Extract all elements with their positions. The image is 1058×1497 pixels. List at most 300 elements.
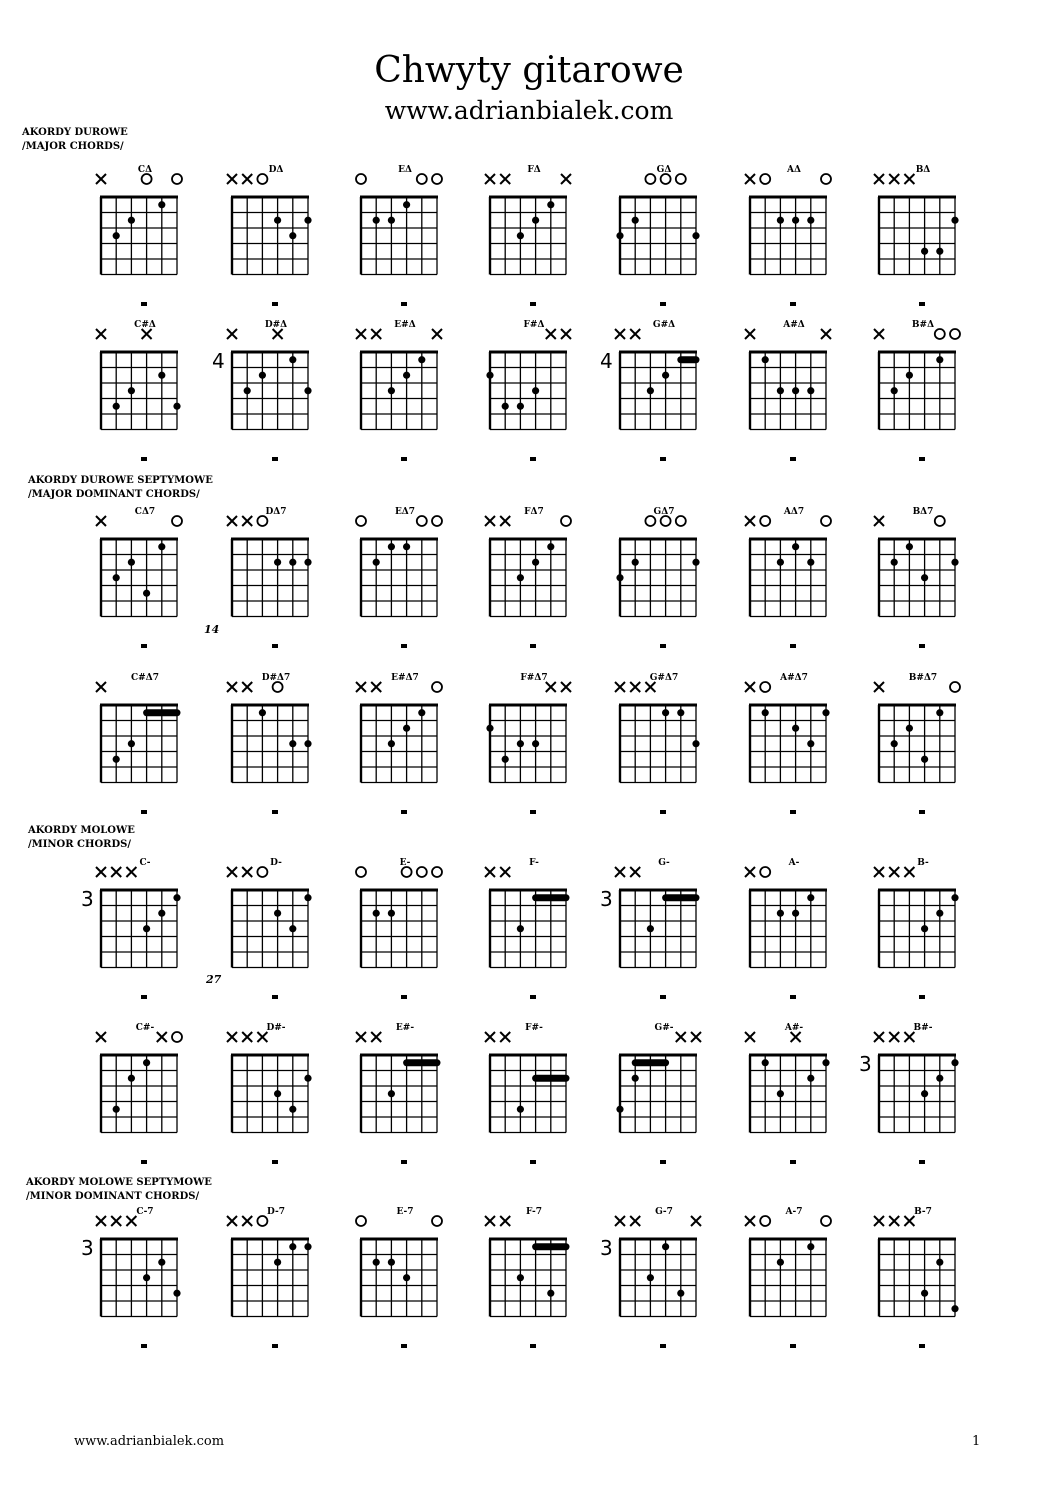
- diagram-dash: [272, 810, 278, 814]
- chord-name: A#Δ7: [780, 673, 808, 683]
- chord-diagram: [745, 320, 831, 461]
- chord-name: A#Δ: [783, 320, 805, 330]
- section-title: AKORDY DUROWE SEPTYMOWE: [28, 475, 213, 486]
- open-string-icon: [257, 867, 267, 877]
- section-subtitle: /MINOR DOMINANT CHORDS/: [26, 1191, 200, 1202]
- muted-string-icon: [874, 867, 884, 877]
- section-title: AKORDY MOLOWE: [28, 825, 135, 836]
- finger-dot: [304, 1243, 311, 1250]
- diagram-dash: [790, 810, 796, 814]
- finger-dot: [951, 1305, 958, 1312]
- chord-diagram: [356, 507, 442, 648]
- finger-dot: [289, 1106, 296, 1113]
- chord-diagram: [227, 165, 312, 306]
- finger-dot: [158, 910, 165, 917]
- finger-dot: [113, 232, 120, 239]
- chord-diagram: [600, 320, 697, 461]
- diagram-dash: [790, 1160, 796, 1164]
- chord-diagram: [874, 1207, 959, 1348]
- diagram-dash: [919, 995, 925, 999]
- open-string-icon: [935, 516, 945, 526]
- open-string-icon: [356, 867, 366, 877]
- page-title: Chwyty gitarowe: [374, 50, 684, 91]
- muted-string-icon: [745, 1216, 755, 1226]
- finger-dot: [128, 559, 135, 566]
- muted-string-icon: [645, 682, 655, 692]
- finger-dot: [616, 232, 623, 239]
- chord-name: E-: [399, 858, 411, 868]
- muted-string-icon: [227, 867, 237, 877]
- finger-dot: [304, 559, 311, 566]
- muted-string-icon: [257, 1032, 267, 1042]
- chord-diagram: [485, 165, 571, 306]
- chord-diagram: [745, 858, 827, 999]
- finger-dot: [517, 925, 524, 932]
- open-string-icon: [356, 1216, 366, 1226]
- diagram-dash: [790, 457, 796, 461]
- finger-dot: [128, 217, 135, 224]
- finger-dot: [662, 709, 669, 716]
- finger-dot: [128, 387, 135, 394]
- muted-string-icon: [745, 329, 755, 339]
- chord-name: B#Δ: [911, 320, 935, 330]
- chord-diagram: [874, 858, 959, 999]
- open-string-icon: [432, 174, 442, 184]
- chord-name: C-: [139, 858, 151, 868]
- finger-dot: [792, 217, 799, 224]
- page-number: 1: [972, 1434, 981, 1449]
- open-string-icon: [432, 867, 442, 877]
- muted-string-icon: [691, 1032, 701, 1042]
- chord-name: E#-: [395, 1023, 415, 1033]
- finger-dot: [128, 1075, 135, 1082]
- chord-diagram: [600, 858, 697, 999]
- chord-diagram: [874, 165, 959, 306]
- fret-position-number: 4: [212, 349, 225, 373]
- finger-dot: [792, 543, 799, 550]
- muted-string-icon: [126, 867, 136, 877]
- fret-position-number: 3: [81, 1236, 94, 1260]
- chord-name: B#Δ7: [908, 673, 938, 683]
- finger-dot: [616, 1106, 623, 1113]
- muted-string-icon: [874, 682, 884, 692]
- diagram-dash: [401, 457, 407, 461]
- finger-dot: [807, 387, 814, 394]
- muted-string-icon: [96, 516, 106, 526]
- finger-dot: [532, 387, 539, 394]
- muted-string-icon: [676, 1032, 686, 1042]
- finger-dot: [921, 1090, 928, 1097]
- finger-dot: [388, 1259, 395, 1266]
- chord-name: BΔ7: [912, 507, 934, 517]
- finger-dot: [173, 1290, 180, 1297]
- open-string-icon: [661, 516, 671, 526]
- diagram-dash: [790, 995, 796, 999]
- diagram-dash: [141, 1160, 147, 1164]
- finger-dot: [777, 559, 784, 566]
- muted-string-icon: [874, 329, 884, 339]
- open-string-icon: [273, 682, 283, 692]
- open-string-icon: [645, 174, 655, 184]
- muted-string-icon: [242, 516, 252, 526]
- muted-string-icon: [227, 682, 237, 692]
- finger-dot: [921, 756, 928, 763]
- finger-dot: [807, 559, 814, 566]
- diagram-dash: [272, 644, 278, 648]
- chord-name: BΔ: [915, 165, 931, 175]
- finger-dot: [388, 1090, 395, 1097]
- chord-name: FΔ7: [524, 507, 544, 517]
- muted-string-icon: [561, 329, 571, 339]
- finger-dot: [259, 709, 266, 716]
- finger-dot: [906, 725, 913, 732]
- finger-dot: [807, 1075, 814, 1082]
- diagram-dash: [790, 644, 796, 648]
- finger-dot: [662, 372, 669, 379]
- finger-dot: [891, 387, 898, 394]
- muted-string-icon: [745, 867, 755, 877]
- muted-string-icon: [432, 329, 442, 339]
- muted-string-icon: [630, 329, 640, 339]
- diagram-dash: [919, 1160, 925, 1164]
- finger-dot: [289, 232, 296, 239]
- diagram-dash: [660, 810, 666, 814]
- finger-dot: [777, 387, 784, 394]
- muted-string-icon: [371, 682, 381, 692]
- finger-dot: [647, 925, 654, 932]
- finger-dot: [289, 1243, 296, 1250]
- muted-string-icon: [889, 1216, 899, 1226]
- chord-diagram: [616, 507, 699, 648]
- finger-dot: [662, 1243, 669, 1250]
- finger-dot: [113, 756, 120, 763]
- chord-name: B-7: [914, 1207, 932, 1217]
- diagram-dash: [660, 1160, 666, 1164]
- muted-string-icon: [546, 682, 556, 692]
- finger-dot: [807, 1243, 814, 1250]
- open-string-icon: [760, 516, 770, 526]
- chord-name: B#-: [913, 1023, 933, 1033]
- finger-dot: [517, 403, 524, 410]
- section-subtitle: /MAJOR CHORDS/: [22, 141, 124, 152]
- diagram-dash: [919, 810, 925, 814]
- muted-string-icon: [126, 1216, 136, 1226]
- finger-dot: [692, 559, 699, 566]
- muted-string-icon: [745, 1032, 755, 1042]
- chord-name: F-7: [526, 1207, 542, 1217]
- finger-dot: [289, 356, 296, 363]
- chord-diagram: [96, 507, 182, 648]
- chord-diagram: [227, 858, 312, 999]
- open-string-icon: [821, 1216, 831, 1226]
- finger-dot: [547, 1290, 554, 1297]
- chord-name: E#Δ7: [391, 673, 419, 683]
- muted-string-icon: [96, 682, 106, 692]
- muted-string-icon: [874, 174, 884, 184]
- muted-string-icon: [615, 682, 625, 692]
- diagram-dash: [530, 457, 536, 461]
- finger-dot: [936, 248, 943, 255]
- muted-string-icon: [242, 1032, 252, 1042]
- finger-dot: [807, 894, 814, 901]
- chord-name: FΔ: [527, 165, 541, 175]
- finger-dot: [891, 740, 898, 747]
- muted-string-icon: [745, 174, 755, 184]
- finger-dot: [388, 387, 395, 394]
- finger-dot: [891, 559, 898, 566]
- finger-dot: [936, 910, 943, 917]
- finger-dot: [403, 372, 410, 379]
- open-string-icon: [432, 682, 442, 692]
- finger-dot: [532, 217, 539, 224]
- finger-dot: [143, 590, 150, 597]
- chord-name: A-7: [785, 1207, 803, 1217]
- diagram-dash: [660, 302, 666, 306]
- chord-diagram: [96, 1023, 182, 1164]
- muted-string-icon: [96, 1216, 106, 1226]
- finger-dot: [517, 740, 524, 747]
- diagram-dash: [530, 302, 536, 306]
- chord-diagram: [485, 858, 567, 999]
- finger-dot: [274, 559, 281, 566]
- finger-dot: [616, 574, 623, 581]
- muted-string-icon: [111, 867, 121, 877]
- chord-diagram: [745, 673, 830, 814]
- finger-dot: [143, 1274, 150, 1281]
- muted-string-icon: [371, 329, 381, 339]
- finger-dot: [403, 543, 410, 550]
- section-subtitle: /MAJOR DOMINANT CHORDS/: [28, 489, 200, 500]
- muted-string-icon: [227, 1032, 237, 1042]
- chord-name: GΔ7: [653, 507, 675, 517]
- open-string-icon: [417, 867, 427, 877]
- finger-dot: [388, 910, 395, 917]
- diagram-dash: [919, 457, 925, 461]
- muted-string-icon: [745, 516, 755, 526]
- chord-diagram: [616, 1023, 701, 1164]
- muted-string-icon: [157, 1032, 167, 1042]
- muted-string-icon: [242, 174, 252, 184]
- open-string-icon: [676, 174, 686, 184]
- open-string-icon: [402, 867, 412, 877]
- finger-dot: [289, 925, 296, 932]
- finger-dot: [173, 894, 180, 901]
- chord-diagram: [615, 673, 700, 814]
- open-string-icon: [821, 516, 831, 526]
- finger-dot: [403, 725, 410, 732]
- muted-string-icon: [227, 1216, 237, 1226]
- muted-string-icon: [904, 1032, 914, 1042]
- finger-dot: [517, 1274, 524, 1281]
- chord-name: F#Δ7: [520, 673, 548, 683]
- chord-diagram: [874, 320, 960, 461]
- finger-dot: [274, 1090, 281, 1097]
- finger-dot: [304, 740, 311, 747]
- chord-diagram: [486, 320, 571, 461]
- muted-string-icon: [96, 329, 106, 339]
- muted-string-icon: [500, 1032, 510, 1042]
- muted-string-icon: [615, 329, 625, 339]
- muted-string-icon: [500, 516, 510, 526]
- finger-dot: [632, 559, 639, 566]
- finger-dot: [158, 372, 165, 379]
- open-string-icon: [760, 174, 770, 184]
- finger-dot: [502, 403, 509, 410]
- chord-name: G-: [658, 858, 670, 868]
- chord-name: F#-: [525, 1023, 543, 1033]
- finger-dot: [762, 1059, 769, 1066]
- muted-string-icon: [500, 174, 510, 184]
- chord-name: G#-: [654, 1023, 674, 1033]
- finger-dot: [951, 217, 958, 224]
- finger-dot: [936, 356, 943, 363]
- diagram-dash: [530, 1160, 536, 1164]
- finger-dot: [373, 910, 380, 917]
- open-string-icon: [257, 516, 267, 526]
- muted-string-icon: [615, 1216, 625, 1226]
- chord-diagram: [227, 673, 312, 814]
- finger-dot: [403, 1274, 410, 1281]
- muted-string-icon: [874, 516, 884, 526]
- finger-dot: [486, 725, 493, 732]
- finger-dot: [906, 372, 913, 379]
- fret-position-number: 3: [600, 1236, 613, 1260]
- muted-string-icon: [356, 329, 366, 339]
- finger-dot: [502, 756, 509, 763]
- chord-diagram: [874, 673, 960, 814]
- finger-dot: [692, 232, 699, 239]
- chord-diagram: [227, 1023, 312, 1164]
- muted-string-icon: [791, 1032, 801, 1042]
- muted-string-icon: [630, 682, 640, 692]
- muted-string-icon: [691, 1216, 701, 1226]
- diagram-dash: [141, 810, 147, 814]
- finger-dot: [792, 910, 799, 917]
- open-string-icon: [172, 174, 182, 184]
- open-string-icon: [432, 516, 442, 526]
- muted-string-icon: [227, 174, 237, 184]
- chord-name: G#Δ7: [649, 673, 679, 683]
- diagram-dash: [272, 1160, 278, 1164]
- muted-string-icon: [242, 1216, 252, 1226]
- muted-string-icon: [889, 867, 899, 877]
- open-string-icon: [172, 1032, 182, 1042]
- finger-dot: [158, 543, 165, 550]
- finger-dot: [289, 559, 296, 566]
- open-string-icon: [760, 867, 770, 877]
- finger-dot: [762, 356, 769, 363]
- chord-name: C#-: [135, 1023, 155, 1033]
- chord-name: B-: [917, 858, 929, 868]
- finger-dot: [692, 740, 699, 747]
- diagram-dash: [141, 995, 147, 999]
- diagram-dash: [401, 644, 407, 648]
- chord-name: CΔ: [137, 165, 153, 175]
- open-string-icon: [821, 174, 831, 184]
- chord-diagram: [600, 1207, 701, 1348]
- diagram-dash: [141, 457, 147, 461]
- chord-diagram: [356, 858, 442, 999]
- finger-dot: [388, 543, 395, 550]
- muted-string-icon: [904, 1216, 914, 1226]
- finger-dot: [677, 1290, 684, 1297]
- open-string-icon: [417, 516, 427, 526]
- finger-dot: [113, 574, 120, 581]
- page-subtitle-url: www.adrianbialek.com: [384, 96, 674, 125]
- chord-name: G-7: [655, 1207, 673, 1217]
- muted-string-icon: [821, 329, 831, 339]
- diagram-dash: [401, 302, 407, 306]
- chord-diagram: [356, 1207, 442, 1348]
- chord-name: GΔ: [656, 165, 672, 175]
- muted-string-icon: [904, 867, 914, 877]
- chord-name: A#-: [784, 1023, 804, 1033]
- finger-dot: [921, 248, 928, 255]
- finger-dot: [418, 356, 425, 363]
- muted-string-icon: [96, 867, 106, 877]
- chord-name: C#Δ: [134, 320, 156, 330]
- chord-name: AΔ7: [783, 507, 805, 517]
- finger-dot: [647, 1274, 654, 1281]
- open-string-icon: [760, 1216, 770, 1226]
- chord-name: DΔ: [268, 165, 284, 175]
- finger-dot: [373, 217, 380, 224]
- finger-dot: [677, 709, 684, 716]
- open-string-icon: [172, 516, 182, 526]
- fret-position-number: 4: [600, 349, 613, 373]
- chord-name: CΔ7: [134, 507, 156, 517]
- chord-name: EΔ: [398, 165, 412, 175]
- finger-dot: [792, 387, 799, 394]
- finger-dot: [388, 740, 395, 747]
- finger-dot: [244, 387, 251, 394]
- finger-dot: [807, 217, 814, 224]
- open-string-icon: [356, 516, 366, 526]
- chord-name: D#-: [266, 1023, 286, 1033]
- chord-diagram: [616, 165, 699, 306]
- muted-string-icon: [111, 1216, 121, 1226]
- section-title: AKORDY MOLOWE SEPTYMOWE: [26, 1177, 212, 1188]
- finger-dot: [777, 217, 784, 224]
- finger-dot: [647, 387, 654, 394]
- muted-string-icon: [96, 174, 106, 184]
- finger-dot: [289, 740, 296, 747]
- diagram-dash: [919, 1344, 925, 1348]
- finger-dot: [822, 1059, 829, 1066]
- finger-dot: [807, 740, 814, 747]
- chord-diagram: [745, 165, 831, 306]
- muted-string-icon: [745, 682, 755, 692]
- finger-dot: [936, 1075, 943, 1082]
- muted-string-icon: [227, 329, 237, 339]
- fret-position-number: 3: [859, 1052, 872, 1076]
- chord-diagram: [859, 1023, 959, 1164]
- chord-name: C#Δ7: [131, 673, 159, 683]
- chord-name: G#Δ: [652, 320, 676, 330]
- chord-diagram: [227, 1207, 312, 1348]
- finger-dot: [532, 559, 539, 566]
- diagram-dash: [530, 1344, 536, 1348]
- open-string-icon: [356, 174, 366, 184]
- finger-dot: [951, 1059, 958, 1066]
- chord-diagram: [874, 507, 959, 648]
- finger-dot: [517, 232, 524, 239]
- chord-name: D-: [270, 858, 282, 868]
- finger-dot: [547, 201, 554, 208]
- finger-dot: [822, 709, 829, 716]
- muted-string-icon: [485, 516, 495, 526]
- muted-string-icon: [874, 1216, 884, 1226]
